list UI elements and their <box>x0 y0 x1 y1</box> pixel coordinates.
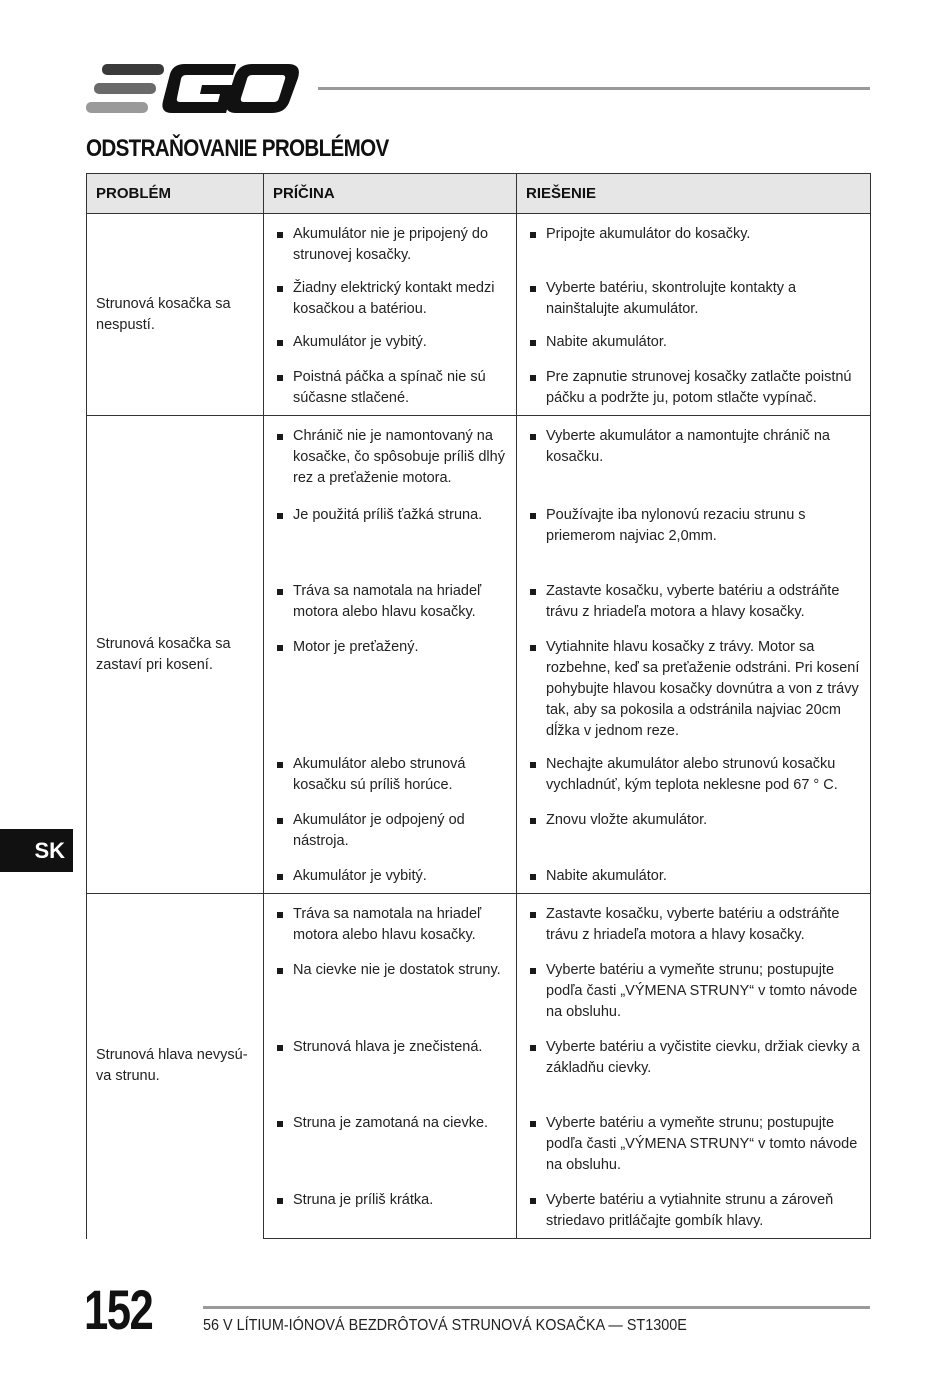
solution-cell <box>517 1037 871 1113</box>
column-header-solution: RIEŠENIE <box>517 174 871 214</box>
problem-cell: Strunová kosačka sa nespustí. <box>87 214 264 416</box>
troubleshooting-table <box>86 173 871 1239</box>
cause-text: Chránič nie je namontovaný na kosačke, čo spôsobuje príliš dlhý rez a preťaženie motora. <box>272 426 508 489</box>
solution-cell <box>517 332 871 367</box>
solution-cell <box>517 637 871 754</box>
cause-cell <box>264 332 517 367</box>
cause-text: Tráva sa namotala na hriadeľ motora alebo hlavu kosačky. <box>272 904 508 946</box>
cause-cell <box>264 214 517 279</box>
cause-text: Akumulátor je vybitý. <box>272 332 508 353</box>
solution-text: Používajte iba nylonovú rezaciu strunu s priemerom najviac 2,0mm. <box>525 505 862 547</box>
table-row <box>87 894 871 961</box>
problem-cell: Strunová hlava nevysú-va strunu. <box>87 894 264 1239</box>
solution-cell <box>517 416 871 506</box>
solution-cell <box>517 367 871 416</box>
cause-text: Motor je preťažený. <box>272 637 508 658</box>
solution-cell <box>517 810 871 866</box>
cause-cell <box>264 278 517 332</box>
solution-text: Vyberte batériu a vytiahnite strunu a zároveň striedavo pritláčajte gombík hlavy. <box>525 1190 862 1232</box>
column-header-problem: PROBLÉM <box>87 174 264 214</box>
solution-text: Vyberte akumulátor a namontujte chránič na kosačku. <box>525 426 862 468</box>
solution-text: Vyberte batériu a vymeňte strunu; postupujte podľa časti „VÝMENA STRUNY“ v tomto návode na obsluhu. <box>525 960 862 1023</box>
ego-logo <box>86 62 300 116</box>
cause-cell <box>264 637 517 754</box>
table-row <box>87 214 871 279</box>
solution-cell <box>517 505 871 581</box>
cause-cell <box>264 367 517 416</box>
cause-cell <box>264 866 517 894</box>
solution-text: Vyberte batériu a vyčistite cievku, držiak cievky a základňu cievky. <box>525 1037 862 1079</box>
column-header-cause: PRÍČINA <box>264 174 517 214</box>
page-title: ODSTRAŇOVANIE PROBLÉMOV <box>86 135 389 162</box>
cause-text: Akumulátor nie je pripojený do strunovej kosačky. <box>272 224 508 266</box>
cause-cell <box>264 416 517 506</box>
cause-text: Poistná páčka a spínač nie sú súčasne stlačené. <box>272 367 508 409</box>
cause-text: Akumulátor je vybitý. <box>272 866 508 887</box>
solution-text: Vyberte batériu, skontrolujte kontakty a nainštalujte akumulátor. <box>525 278 862 320</box>
solution-text: Nabite akumulátor. <box>525 866 862 887</box>
solution-cell <box>517 278 871 332</box>
solution-text: Zastavte kosačku, vyberte batériu a odstráňte trávu z hriadeľa motora a hlavy kosačky. <box>525 581 862 623</box>
cause-text: Struna je príliš krátka. <box>272 1190 508 1211</box>
cause-text: Je použitá príliš ťažká struna. <box>272 505 508 526</box>
cause-cell <box>264 754 517 810</box>
cause-cell <box>264 960 517 1037</box>
cause-text: Akumulátor je odpojený od nástroja. <box>272 810 508 852</box>
language-tab: SK <box>0 829 73 872</box>
cause-cell <box>264 1190 517 1239</box>
solution-text: Nechajte akumulátor alebo strunovú kosačku vychladnúť, kým teplota neklesne pod 67 ° C. <box>525 754 862 796</box>
cause-cell <box>264 1113 517 1190</box>
solution-cell <box>517 866 871 894</box>
problem-cell: Strunová kosačka sa zastaví pri kosení. <box>87 416 264 894</box>
table-body <box>87 214 871 1239</box>
cause-text: Strunová hlava je znečistená. <box>272 1037 508 1058</box>
solution-cell <box>517 960 871 1037</box>
cause-cell <box>264 810 517 866</box>
solution-cell <box>517 1113 871 1190</box>
page-number: 152 <box>84 1278 153 1341</box>
cause-cell <box>264 894 517 961</box>
table-header-row <box>87 174 871 214</box>
solution-cell <box>517 581 871 637</box>
cause-text: Struna je zamotaná na cievke. <box>272 1113 508 1134</box>
footer-text: 56 V LÍTIUM-IÓNOVÁ BEZDRÔTOVÁ STRUNOVÁ KOSAČKA — ST1300E <box>203 1317 687 1334</box>
solution-text: Vytiahnite hlavu kosačky z trávy. Motor sa rozbehne, keď sa preťaženie odstráni. Pri kosení pohybujte hlavou kosačky dovnútra a von z trávy tak, aby sa pokosila a odstránila najviac 20cm dĺžka v jednom reze. <box>525 637 862 742</box>
cause-text: Akumulátor alebo strunová kosačku sú príliš horúce. <box>272 754 508 796</box>
header-rule <box>318 87 870 90</box>
solution-text: Zastavte kosačku, vyberte batériu a odstráňte trávu z hriadeľa motora a hlavy kosačky. <box>525 904 862 946</box>
table-row <box>87 416 871 506</box>
solution-cell <box>517 1190 871 1239</box>
solution-text: Vyberte batériu a vymeňte strunu; postupujte podľa časti „VÝMENA STRUNY“ v tomto návode na obsluhu. <box>525 1113 862 1176</box>
footer-rule <box>203 1306 870 1309</box>
cause-cell <box>264 581 517 637</box>
cause-text: Tráva sa namotala na hriadeľ motora alebo hlavu kosačky. <box>272 581 508 623</box>
solution-text: Znovu vložte akumulátor. <box>525 810 862 831</box>
solution-cell <box>517 894 871 961</box>
cause-text: Na cievke nie je dostatok struny. <box>272 960 508 981</box>
solution-text: Nabite akumulátor. <box>525 332 862 353</box>
solution-cell <box>517 214 871 279</box>
solution-text: Pripojte akumulátor do kosačky. <box>525 224 862 245</box>
cause-cell <box>264 1037 517 1113</box>
cause-cell <box>264 505 517 581</box>
solution-text: Pre zapnutie strunovej kosačky zatlačte poistnú páčku a podržte ju, potom stlačte vypínač. <box>525 367 862 409</box>
cause-text: Žiadny elektrický kontakt medzi kosačkou a batériou. <box>272 278 508 320</box>
solution-cell <box>517 754 871 810</box>
